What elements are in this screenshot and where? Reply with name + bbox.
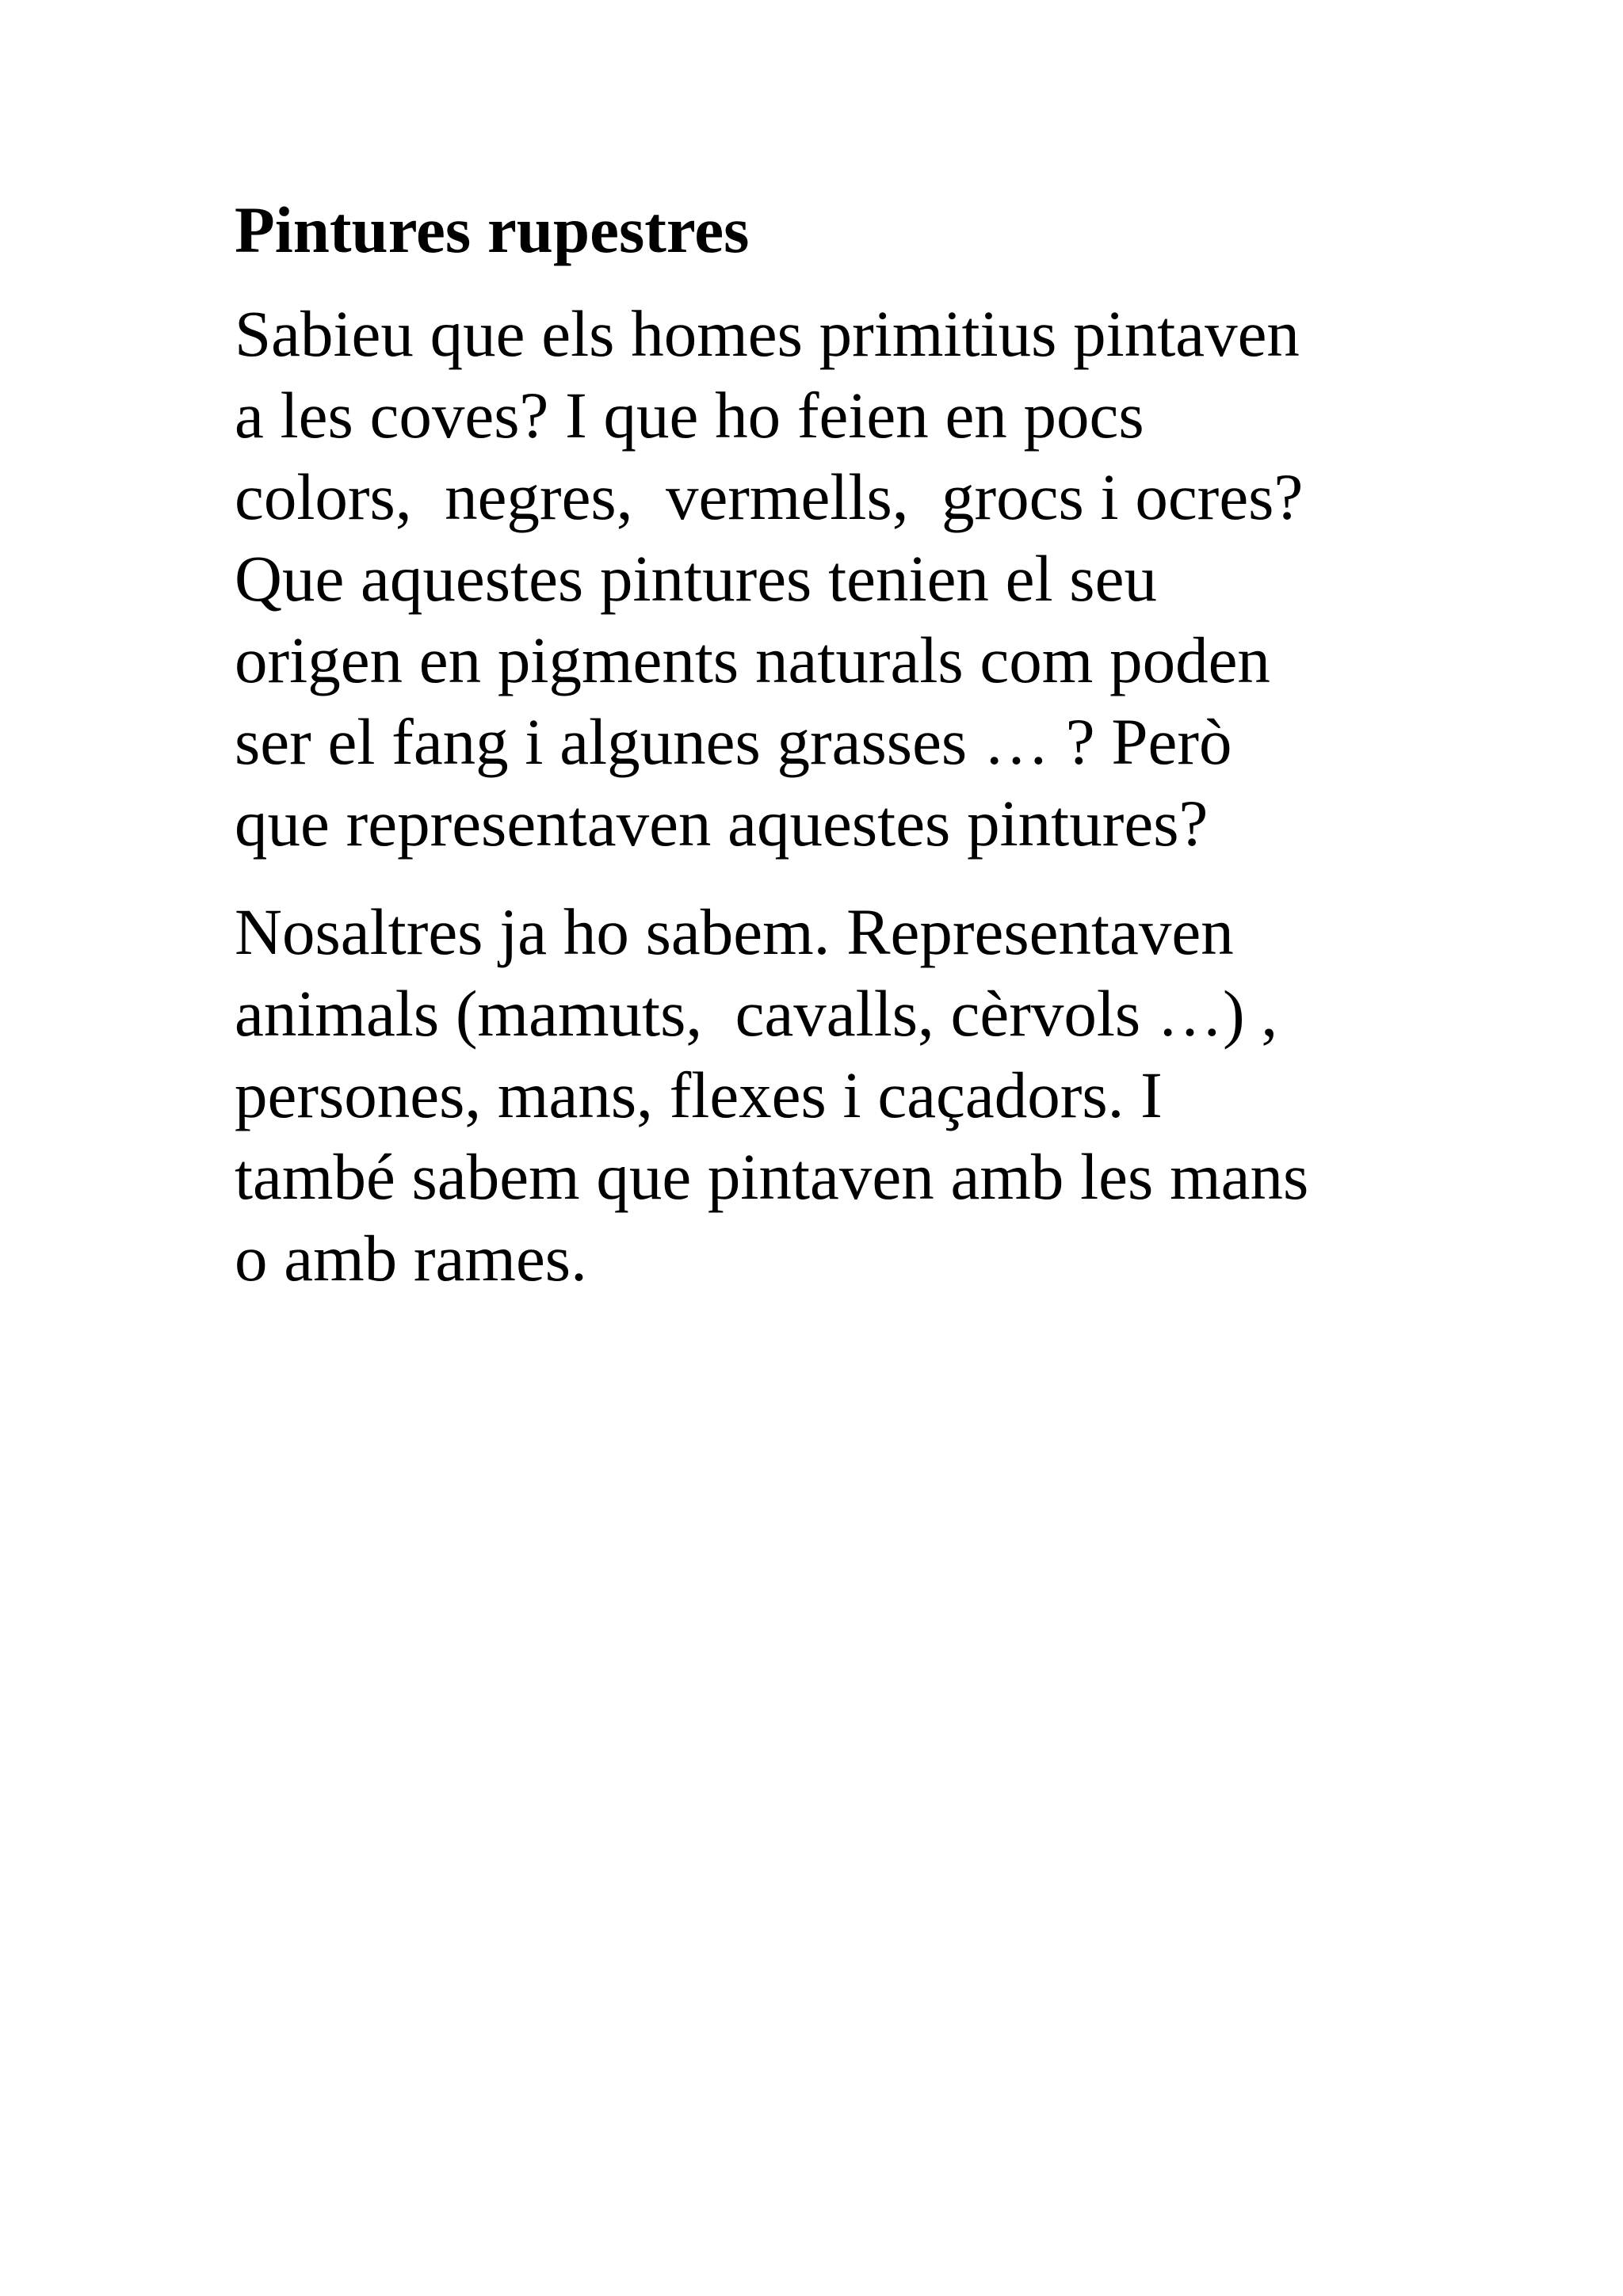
document-title: Pintures rupestres — [235, 193, 750, 266]
paragraph-1 — [235, 293, 1423, 864]
text-line: persones, mans, flexes i caçadors. I — [235, 1058, 1163, 1131]
text-line: origen en pigments naturals com poden — [235, 624, 1270, 696]
document-body — [235, 190, 1423, 1299]
text-line: animals (mamuts, cavalls, cèrvols …) , — [235, 977, 1278, 1050]
paragraph-2 — [235, 891, 1423, 1299]
text-line: també sabem que pintaven amb les mans — [235, 1140, 1309, 1213]
text-line: que representaven aquestes pintures? — [235, 787, 1209, 860]
text-line: o amb rames. — [235, 1222, 587, 1295]
text-line: ser el fang i algunes grasses … ? Però — [235, 705, 1232, 778]
text-line: Sabieu que els homes primitius pintaven — [235, 297, 1300, 370]
text-line: a les coves? I que ho feien en pocs — [235, 379, 1144, 452]
text-line: colors, negres, vermells, grocs i ocres? — [235, 460, 1304, 533]
text-line: Que aquestes pintures tenien el seu — [235, 542, 1157, 615]
text-line: Nosaltres ja ho sabem. Representaven — [235, 895, 1234, 968]
